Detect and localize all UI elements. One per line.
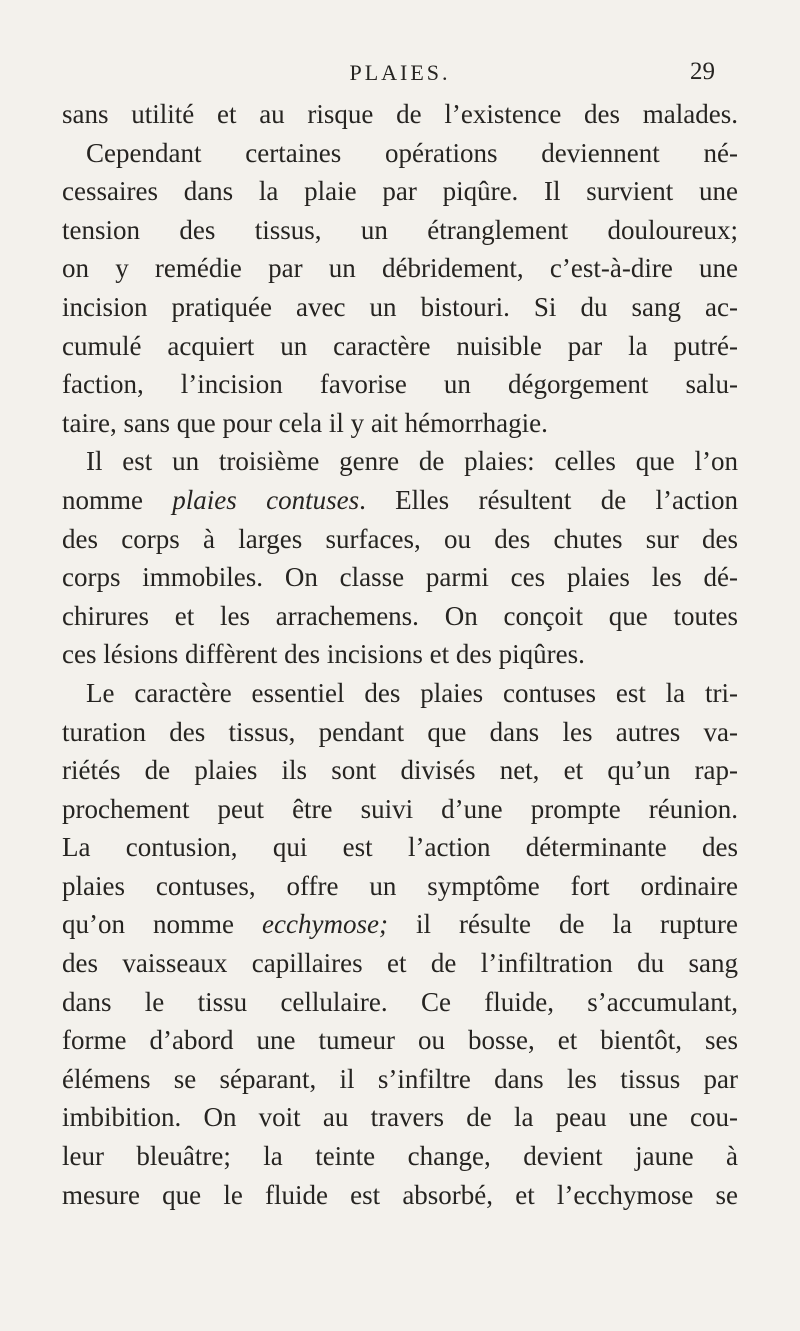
text-segment: nomme bbox=[62, 484, 173, 515]
text-line: des corps à larges surfaces, ou des chutes sur des bbox=[62, 523, 738, 554]
text-segment: qu’on nomme bbox=[62, 909, 263, 940]
text-line: cumulé acquiert un caractère nuisible par la putré- bbox=[62, 330, 738, 361]
text-line: taire, sans que pour cela il y ait hémorrhagie. bbox=[62, 407, 548, 438]
text-line: des vaisseaux capillaires et de l’infiltration du sang bbox=[62, 948, 738, 979]
text-line bbox=[62, 481, 738, 520]
text-line: prochement peut être suivi d’une prompte réunion. bbox=[62, 793, 738, 824]
italic-term: ecchymose; bbox=[262, 909, 388, 940]
text-line: élémens se séparant, il s’infiltre dans les tissus par bbox=[62, 1063, 738, 1094]
text-line: dans le tissu cellulaire. Ce fluide, s’accumulant, bbox=[62, 986, 738, 1017]
page-number: 29 bbox=[690, 58, 715, 85]
text-line: Cependant certaines opérations deviennent né- bbox=[86, 137, 738, 168]
text-segment: il résulte de la rupture bbox=[387, 909, 738, 940]
page-header bbox=[0, 58, 800, 94]
text-line: mesure que le fluide est absorbé, et l’ecchymose se bbox=[62, 1179, 738, 1210]
text-line: incision pratiquée avec un bistouri. Si du sang ac- bbox=[62, 291, 738, 322]
text-line: cessaires dans la plaie par piqûre. Il survient une bbox=[62, 176, 738, 207]
text-line: tension des tissus, un étranglement douloureux; bbox=[62, 214, 738, 245]
text-line: plaies contuses, offre un symptôme fort ordinaire bbox=[62, 870, 738, 901]
text-line: corps immobiles. On classe parmi ces plaies les dé- bbox=[62, 562, 738, 593]
text-line: faction, l’incision favorise un dégorgement salu- bbox=[62, 369, 738, 400]
text-line: chirures et les arrachemens. On conçoit que toutes bbox=[62, 600, 738, 631]
text-line: riétés de plaies ils sont divisés net, et qu’un rap- bbox=[62, 755, 738, 786]
text-line: ces lésions diffèrent des incisions et des piqûres. bbox=[62, 639, 585, 670]
body-text bbox=[62, 95, 738, 1214]
text-line bbox=[62, 905, 738, 944]
text-line: on y remédie par un débridement, c’est-à-dire une bbox=[62, 253, 738, 284]
text-line: turation des tissus, pendant que dans les autres va- bbox=[62, 716, 738, 747]
text-line: Il est un troisième genre de plaies: celles que l’on bbox=[86, 446, 738, 477]
text-line: sans utilité et au risque de l’existence des malades. bbox=[62, 99, 738, 129]
text-line: forme d’abord une tumeur ou bosse, et bientôt, ses bbox=[62, 1025, 738, 1056]
running-title: PLAIES. bbox=[349, 60, 451, 85]
italic-term: plaies contuses bbox=[172, 484, 360, 515]
text-line: Le caractère essentiel des plaies contuses est la tri- bbox=[86, 677, 738, 708]
text-line: imbibition. On voit au travers de la peau une cou- bbox=[62, 1102, 738, 1133]
text-line: La contusion, qui est l’action déterminante des bbox=[62, 832, 738, 863]
text-segment: . Elles résultent de l’action bbox=[359, 484, 738, 515]
text-line: leur bleuâtre; la teinte change, devient jaune à bbox=[62, 1141, 738, 1172]
